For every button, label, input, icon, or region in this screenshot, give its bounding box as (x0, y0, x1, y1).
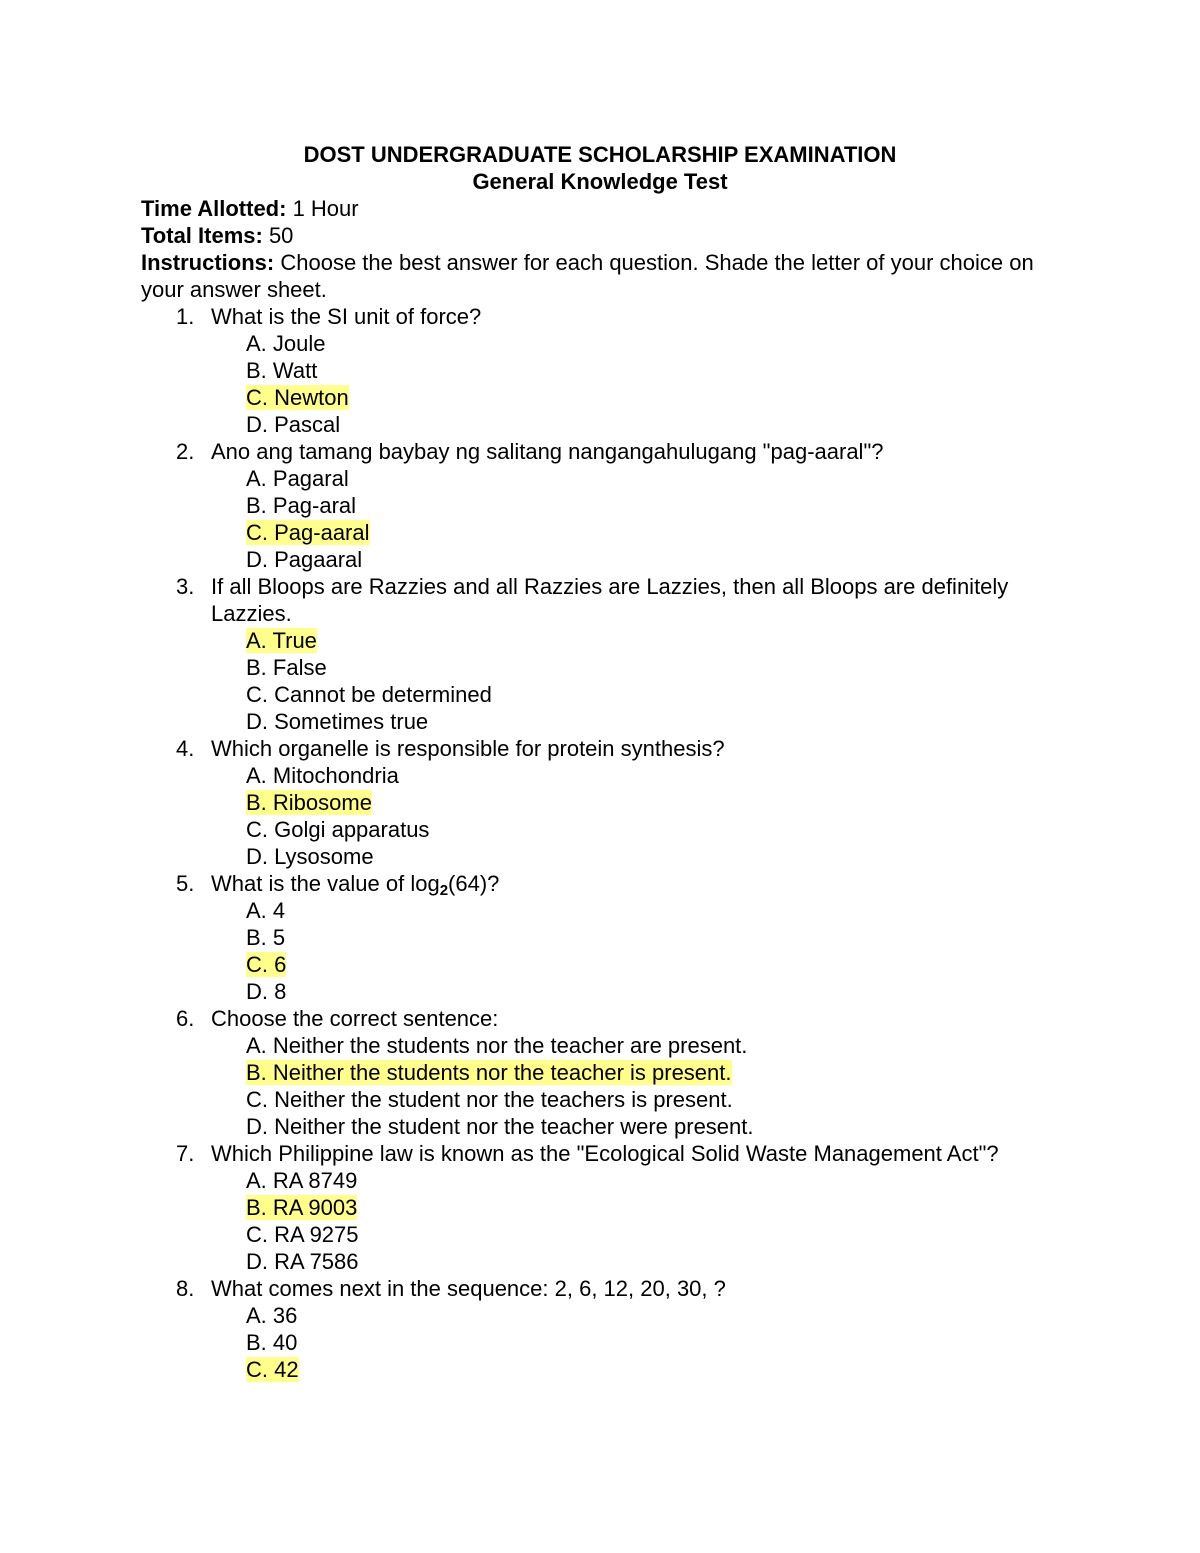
answer-choice (246, 843, 1071, 870)
highlighted-answer-choice (246, 951, 1071, 978)
question-number: 5. (176, 871, 195, 896)
instructions (141, 249, 1071, 303)
choice-label: D. Pascal (246, 412, 341, 437)
answer-choice (246, 1086, 1071, 1113)
document-content (141, 141, 1071, 1383)
question-text-part: (64)? (448, 871, 500, 896)
choice-label: D. Sometimes true (246, 709, 429, 734)
highlighted-answer-choice (246, 1356, 1071, 1383)
question-list (141, 303, 1071, 1383)
question-item (141, 438, 1071, 573)
choice-label: C. Pag-aaral (246, 520, 370, 545)
choice-list (211, 897, 1071, 1005)
highlighted-answer-choice (246, 384, 1071, 411)
choice-label: D. 8 (246, 979, 287, 1004)
answer-choice (246, 1302, 1071, 1329)
choice-label: D. RA 7586 (246, 1249, 359, 1274)
question-number: 8. (176, 1276, 195, 1301)
answer-choice (246, 1032, 1071, 1059)
choice-label: A. 36 (246, 1303, 298, 1328)
choice-label: A. Pagaral (246, 466, 349, 491)
answer-choice (246, 978, 1071, 1005)
answer-choice (246, 465, 1071, 492)
question-item (141, 735, 1071, 870)
time-allotted (141, 195, 1071, 222)
answer-choice (246, 330, 1071, 357)
choice-label: B. RA 9003 (246, 1195, 358, 1220)
choice-label: A. Neither the students nor the teacher are present. (246, 1033, 748, 1058)
choice-label: B. Ribosome (246, 790, 372, 815)
answer-choice (246, 1113, 1071, 1140)
question-item (141, 573, 1071, 735)
answer-choice (246, 1329, 1071, 1356)
subscript-base: 2 (439, 882, 449, 899)
question-item (141, 870, 1071, 1005)
question-number: 2. (176, 439, 195, 464)
instructions-text: Choose the best answer for each question. Shade the letter of your choice on your answer sheet. (141, 250, 1034, 302)
question-text: What is the SI unit of force? (211, 304, 482, 329)
choice-label: C. Neither the student nor the teachers is present. (246, 1087, 733, 1112)
choice-label: A. Joule (246, 331, 326, 356)
question-number: 1. (176, 304, 195, 329)
choice-list (211, 1167, 1071, 1275)
answer-choice (246, 1167, 1071, 1194)
choice-label: C. Newton (246, 385, 349, 410)
instructions-label: Instructions: (141, 250, 275, 275)
choice-list (211, 465, 1071, 573)
choice-list (211, 762, 1071, 870)
highlighted-answer-choice (246, 1059, 1071, 1086)
choice-label: A. True (246, 628, 317, 653)
question-item (141, 1005, 1071, 1140)
highlighted-answer-choice (246, 519, 1071, 546)
choice-label: D. Neither the student nor the teacher were present. (246, 1114, 754, 1139)
total-items-label: Total Items: (141, 223, 263, 248)
question-number: 6. (176, 1006, 195, 1031)
question-item (141, 1275, 1071, 1383)
choice-label: A. Mitochondria (246, 763, 399, 788)
choice-label: B. False (246, 655, 327, 680)
total-items (141, 222, 1071, 249)
choice-list (211, 330, 1071, 438)
choice-label: D. Lysosome (246, 844, 374, 869)
question-number: 3. (176, 574, 195, 599)
answer-choice (246, 897, 1071, 924)
question-text (211, 870, 1071, 897)
answer-choice (246, 762, 1071, 789)
choice-list (211, 627, 1071, 735)
answer-choice (246, 924, 1071, 951)
choice-label: B. Watt (246, 358, 318, 383)
time-allotted-value: 1 Hour (286, 196, 359, 221)
exam-subtitle: General Knowledge Test (472, 169, 728, 194)
choice-label: B. 40 (246, 1330, 298, 1355)
highlighted-answer-choice (246, 627, 1071, 654)
total-items-value: 50 (262, 223, 294, 248)
question-text: If all Bloops are Razzies and all Razzies are Lazzies, then all Bloops are definitely Lazzies. (211, 574, 1009, 626)
choice-label: A. RA 8749 (246, 1168, 358, 1193)
answer-choice (246, 546, 1071, 573)
question-item (141, 303, 1071, 438)
choice-label: C. 6 (246, 952, 287, 977)
choice-label: C. RA 9275 (246, 1222, 359, 1247)
choice-label: B. Neither the students nor the teacher is present. (246, 1060, 732, 1085)
choice-label: B. Pag-aral (246, 493, 357, 518)
choice-list (211, 1032, 1071, 1140)
answer-choice (246, 708, 1071, 735)
choice-label: C. 42 (246, 1357, 299, 1382)
answer-choice (246, 654, 1071, 681)
question-text-part: What is the value of log (211, 871, 440, 896)
choice-list (211, 1302, 1071, 1383)
question-text: Ano ang tamang baybay ng salitang nangangahulugang "pag-aaral"? (211, 439, 884, 464)
answer-choice (246, 681, 1071, 708)
highlighted-answer-choice (246, 1194, 1071, 1221)
choice-label: C. Cannot be determined (246, 682, 492, 707)
answer-choice (246, 411, 1071, 438)
question-text: Choose the correct sentence: (211, 1006, 499, 1031)
time-allotted-label: Time Allotted: (141, 196, 287, 221)
answer-choice (246, 1221, 1071, 1248)
question-number: 7. (176, 1141, 195, 1166)
exam-title: DOST UNDERGRADUATE SCHOLARSHIP EXAMINATION (303, 142, 897, 167)
answer-choice (246, 816, 1071, 843)
answer-choice (246, 1248, 1071, 1275)
choice-label: B. 5 (246, 925, 286, 950)
question-text: Which organelle is responsible for protein synthesis? (211, 736, 725, 761)
answer-choice (246, 357, 1071, 384)
answer-choice (246, 492, 1071, 519)
question-text: Which Philippine law is known as the "Ecological Solid Waste Management Act"? (211, 1141, 999, 1166)
question-item (141, 1140, 1071, 1275)
question-text: What comes next in the sequence: 2, 6, 12, 20, 30, ? (211, 1276, 726, 1301)
choice-label: C. Golgi apparatus (246, 817, 430, 842)
choice-label: D. Pagaaral (246, 547, 363, 572)
choice-label: A. 4 (246, 898, 286, 923)
highlighted-answer-choice (246, 789, 1071, 816)
question-number: 4. (176, 736, 195, 761)
